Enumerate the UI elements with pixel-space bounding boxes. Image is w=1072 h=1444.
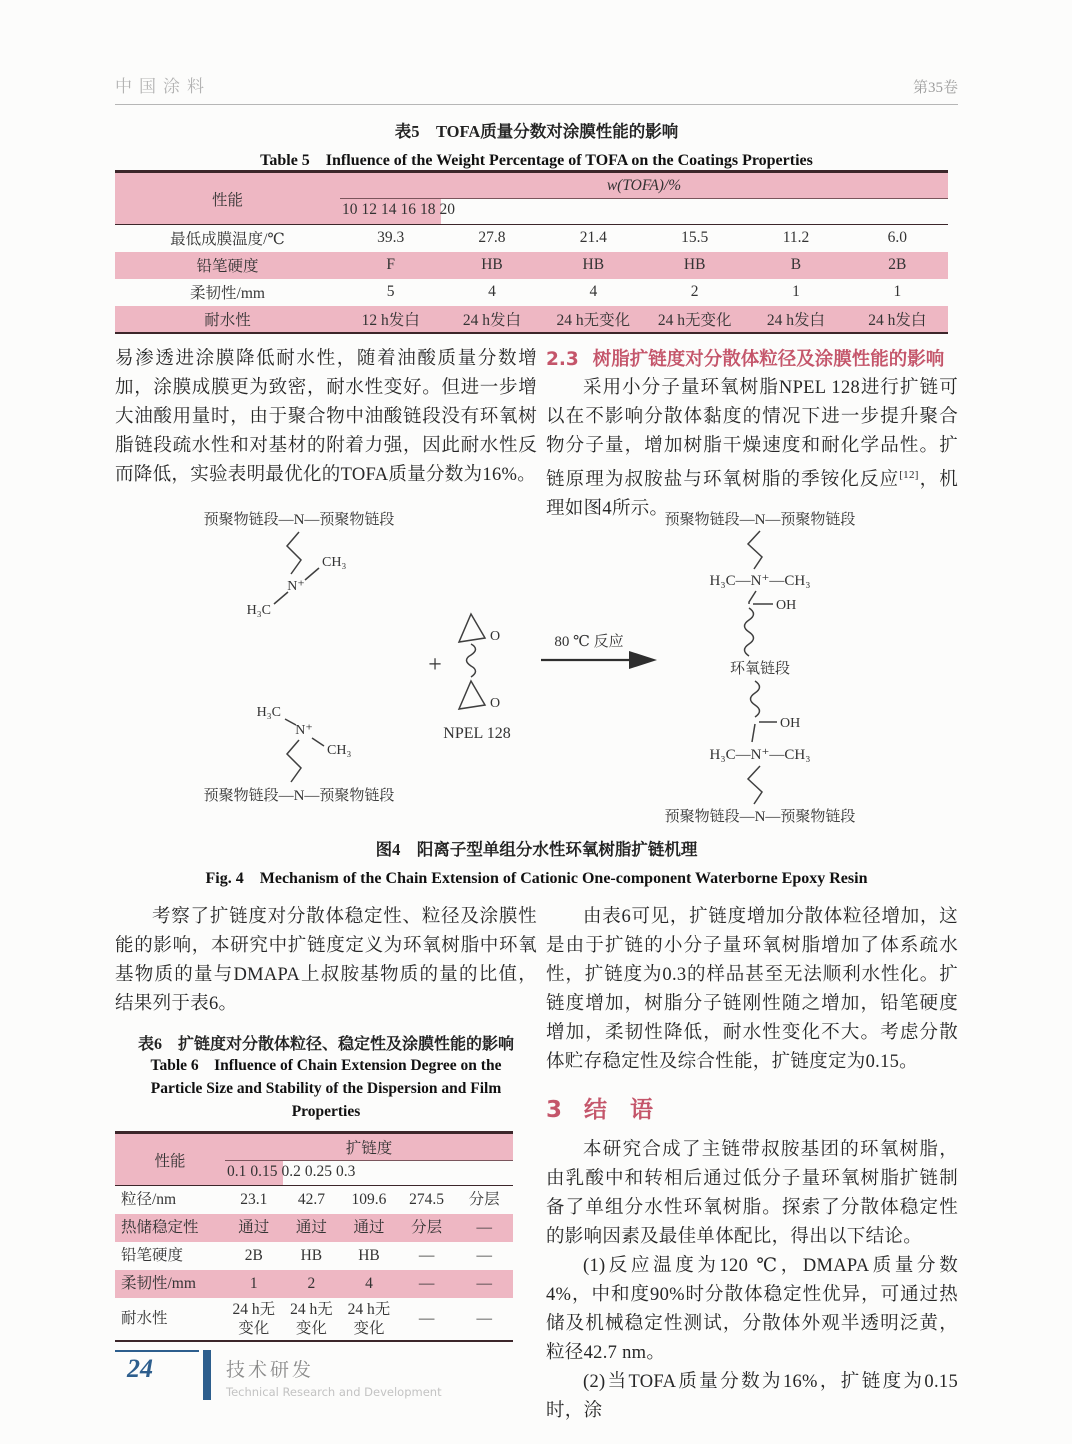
volume-label: 第35卷 (912, 80, 958, 96)
wavy-bond (467, 644, 476, 677)
left-column-lower (115, 903, 537, 1426)
reactant-amine-bottom (204, 705, 395, 804)
table-cell: 通过 (238, 1218, 270, 1236)
table5-property-header: 性能 (211, 191, 243, 209)
table6-title-zh: 表6 扩链度对分散体粒径、稳定性及涂膜性能的影响 (137, 1036, 514, 1053)
bond (312, 738, 324, 746)
footer-bar (203, 1350, 211, 1400)
epoxide-ring (459, 614, 485, 642)
table-cell: — (476, 1274, 492, 1292)
row-label: 柔韧性/mm (190, 285, 265, 302)
table-col: 0.15 (250, 1163, 278, 1180)
table6 (115, 1131, 513, 1342)
quaternary-ammonium-label: H₃C—N⁺—CH₃ (709, 573, 811, 589)
alkyl-chain-bond (287, 532, 301, 574)
table-cell: 24 h无变化 (232, 1300, 276, 1337)
table-cell: 23.1 (240, 1191, 268, 1209)
table-cell: HB (683, 256, 706, 273)
section-number: 3 (546, 1097, 563, 1123)
table5 (115, 170, 948, 334)
epoxy-structure (443, 614, 510, 742)
table-cell: 24 h无变化 (347, 1300, 391, 1337)
ammonium-label: N⁺ (295, 723, 313, 738)
ammonium-label: N⁺ (287, 579, 305, 594)
table-cell: 24 h发白 (462, 311, 522, 329)
table-cell: — (418, 1274, 435, 1292)
row-label: 最低成膜温度/℃ (170, 231, 285, 249)
prepolymer-chain-label: 预聚物链段—N—预聚物链段 (203, 512, 395, 528)
table-cell: — (418, 1246, 435, 1264)
paragraph-text: ，机理如图4所示。 (546, 470, 958, 520)
table-row (115, 1242, 513, 1270)
figure4-caption-zh: 图4 阳离子型单组分水性环氧树脂扩链机理 (375, 840, 698, 859)
table6-title-en-line: Particle Size and Stability of the Dispersion and Film (150, 1080, 502, 1097)
methyl-label: CH₃ (322, 555, 347, 570)
table-row (115, 306, 948, 333)
alkyl-chain-bond (748, 531, 762, 569)
table-col: 18 (420, 201, 436, 218)
epoxy-segment-label: 环氧链段 (729, 661, 791, 677)
table-col: 20 (439, 201, 455, 218)
table-cell: 6.0 (887, 229, 907, 247)
oxygen-label: O (490, 629, 501, 644)
figure4-caption-en: Fig. 4 Mechanism of the Chain Extension of Cationic One-component Waterborne Epoxy Resin (205, 870, 868, 887)
journal-name: 中国涂料 (115, 77, 211, 97)
page-header (115, 72, 958, 105)
table-cell: HB (300, 1246, 323, 1264)
table-cell: 24 h无变化 (657, 311, 732, 329)
table5-title-en: Table 5 Influence of the Weight Percentage of TOFA on the Coatings Properties (260, 152, 813, 169)
row-label: 铅笔硬度 (196, 258, 259, 275)
table6-wrap (115, 1131, 537, 1342)
page-number: 24 (127, 1354, 153, 1383)
table-cell: 4 (589, 283, 598, 300)
paragraph: 考察了扩链度对分散体稳定性、粒径及涂膜性能的影响，本研究中扩链度定义为环氧树脂中环氧基物质的量与DMAPA上叔胺基物质的量的比值，结果列于表6。 (115, 907, 537, 1014)
bond (305, 568, 319, 580)
table-cell: HB (481, 256, 503, 273)
row-label: 耐水性 (121, 1310, 168, 1328)
reaction-arrow (541, 633, 657, 669)
prepolymer-chain-label: 预聚物链段—N—预聚物链段 (203, 788, 395, 804)
table-cell: — (476, 1246, 492, 1264)
table-col: 14 (381, 201, 397, 218)
section-number: 2.3 (546, 349, 579, 370)
plus-sign: + (428, 652, 442, 678)
table-cell: 5 (386, 283, 395, 300)
table-cell: 2B (888, 256, 907, 273)
table-cell: — (476, 1218, 492, 1236)
section-2-3-heading (546, 345, 958, 374)
section-title: 结 语 (584, 1097, 654, 1123)
table-cell: 27.8 (478, 229, 506, 247)
npel-label: NPEL 128 (443, 725, 511, 742)
footer-labels (226, 1350, 442, 1399)
table-col: 10 (342, 201, 358, 218)
epoxide-ring (459, 681, 485, 709)
table-cell: 2 (690, 283, 699, 300)
footer-label-en: Technical Research and Development (226, 1385, 442, 1399)
wavy-bond (745, 608, 754, 656)
table-cell: 274.5 (409, 1191, 445, 1209)
table-cell: 15.5 (681, 229, 709, 247)
table5-wrap (115, 170, 958, 334)
table-cell: 1 (792, 283, 800, 300)
columns-lower (115, 903, 958, 1426)
product-structure (665, 510, 856, 825)
alkyl-chain-bond (748, 766, 762, 804)
section-title: 树脂扩链度对分散体粒径及涂膜性能的影响 (592, 349, 945, 370)
prepolymer-chain-label: 预聚物链段—N—预聚物链段 (664, 512, 856, 528)
table5-header-row (115, 172, 948, 199)
table-row (115, 1186, 513, 1214)
oxygen-label: O (490, 696, 501, 711)
citation-ref: [12] (899, 469, 919, 481)
figure4-caption (115, 836, 958, 888)
bond (749, 591, 756, 604)
table-cell: 24 h发白 (766, 311, 826, 329)
table-cell: 42.7 (297, 1191, 325, 1209)
table5-columns-row (340, 199, 441, 224)
table6-columns-row (225, 1161, 283, 1185)
table-cell: 11.2 (782, 229, 810, 247)
table-cell: 39.3 (377, 229, 405, 247)
footer-label-zh: 技术研发 (226, 1359, 315, 1381)
prepolymer-chain-label: 预聚物链段—N—预聚物链段 (664, 809, 856, 825)
table-cell: — (418, 1310, 435, 1328)
table-cell: 109.6 (351, 1191, 387, 1209)
table-cell: 通过 (295, 1218, 327, 1236)
quaternary-ammonium-label: H₃C—N⁺—CH₃ (709, 747, 811, 763)
paragraph: 本研究合成了主链带叔胺基团的环氧树脂，由乳酸中和转相后通过低分子量环氧树脂扩链制备了单组分水性环氧树脂。探索了分散体稳定性的影响因素及最佳单体配比，得出以下结论。 (546, 1140, 958, 1247)
figure4 (115, 498, 958, 836)
row-label: 热储稳定性 (121, 1218, 199, 1236)
table6-header-row (115, 1133, 513, 1161)
table6-title-en-line: Properties (291, 1103, 361, 1120)
table-cell: F (386, 256, 395, 273)
reactant-amine-top (204, 510, 395, 618)
paragraph: (2)当TOFA质量分数为16%，扩链度为0.15时，涂 (546, 1372, 958, 1421)
bond (752, 724, 755, 742)
table-row (115, 1214, 513, 1242)
table6-title-en-line: Table 6 Influence of Chain Extension Degree on the (150, 1057, 502, 1074)
table-row (115, 279, 948, 306)
table-row (115, 1298, 513, 1342)
table-cell: HB (582, 256, 605, 273)
table-row (115, 1270, 513, 1298)
table5-titles (115, 118, 958, 170)
arrow-head (629, 651, 657, 669)
paragraph-text: 采用小分子量环氧树脂NPEL 128进行扩链可以在不影响分散体黏度的情况下进一步提升聚合物分子量，增加树脂干燥速度和耐化学品性。扩链原理为叔胺盐与环氧树脂的季铵化反应 (546, 378, 958, 491)
row-label: 铅笔硬度 (121, 1246, 184, 1264)
table-col: 12 (361, 201, 377, 218)
table-cell: 1 (893, 283, 902, 300)
bond (274, 592, 288, 604)
table6-titles (115, 1031, 537, 1123)
table-row (115, 225, 948, 252)
table-cell: 4 (488, 283, 496, 300)
table-cell: 21.4 (579, 229, 607, 247)
table-cell: 24 h发白 (868, 311, 927, 329)
table-row (115, 252, 948, 279)
table-cell: 通过 (353, 1218, 385, 1236)
page-number-block (115, 1350, 199, 1384)
hydroxyl-label: OH (780, 716, 801, 731)
table-col: 0.25 (304, 1163, 332, 1180)
row-label: 粒径/nm (121, 1191, 177, 1209)
reaction-condition-label: 80 ℃ 反应 (554, 634, 624, 650)
table-cell: 24 h无变化 (290, 1300, 333, 1337)
paragraph: (1)反应温度为120 ℃，DMAPA质量分数4%，中和度90%时分散体稳定性优异，可通过热储及机械稳定性测试，分散体外观半透明泛黄，粒径42.7 nm。 (546, 1256, 958, 1363)
right-column-lower (546, 903, 958, 1426)
table5-group-header: w(TOFA)/% (340, 172, 948, 199)
table-cell: 2B (244, 1246, 263, 1264)
methyl-label: CH₃ (327, 743, 352, 758)
table-cell: 分层 (411, 1218, 443, 1236)
alkyl-chain-bond (287, 740, 301, 782)
table-cell: 2 (307, 1274, 316, 1292)
section-3-heading (546, 1091, 958, 1124)
table6-group-header: 扩链度 (225, 1133, 513, 1161)
table-cell: 4 (365, 1274, 373, 1292)
row-label: 柔韧性/mm (121, 1274, 196, 1292)
wavy-bond (751, 681, 760, 717)
row-label: 耐水性 (204, 311, 251, 329)
table-cell: B (790, 256, 802, 273)
table-col: 0.1 (227, 1163, 247, 1180)
table6-property-header: 性能 (154, 1152, 186, 1170)
table-cell: HB (358, 1246, 380, 1264)
table-cell: 分层 (468, 1191, 500, 1209)
table-col: 0.2 (281, 1163, 301, 1180)
table-cell: — (476, 1310, 492, 1328)
table-cell: 1 (249, 1274, 258, 1292)
hydroxyl-label: OH (776, 598, 797, 613)
table-cell: 12 h发白 (361, 311, 420, 329)
table-col: 16 (400, 201, 416, 218)
table5-title-zh: 表5 TOFA质量分数对涂膜性能的影响 (394, 122, 679, 141)
methyl-label: H₃C (256, 705, 281, 720)
reaction-scheme-svg (115, 498, 960, 836)
paragraph: 易渗透进涂膜降低耐水性，随着油酸质量分数增加，涂膜成膜更为致密，耐水性变好。但进一步增大油酸用量时，由于聚合物中油酸链段没有环氧树脂链段疏水性和对基材的附着力强，因此耐水性反而降低，实验表明最优化的TOFA质量分数为16%。 (115, 349, 537, 485)
table-cell: 24 h无变化 (556, 311, 631, 329)
methyl-label: H₃C (246, 603, 271, 618)
page-footer (115, 1350, 958, 1400)
table-col: 0.3 (336, 1163, 356, 1180)
paragraph: 由表6可见，扩链度增加分散体粒径增加，这是由于扩链的小分子量环氧树脂增加了体系疏水性，扩链度为0.3的样品甚至无法顺利水性化。扩链度增加，树脂分子链刚性随之增加，铅笔硬度增加，柔韧性降低，耐水性变化不大。考虑分散体贮存稳定性及综合性能，扩链度定为0.15。 (546, 907, 958, 1072)
